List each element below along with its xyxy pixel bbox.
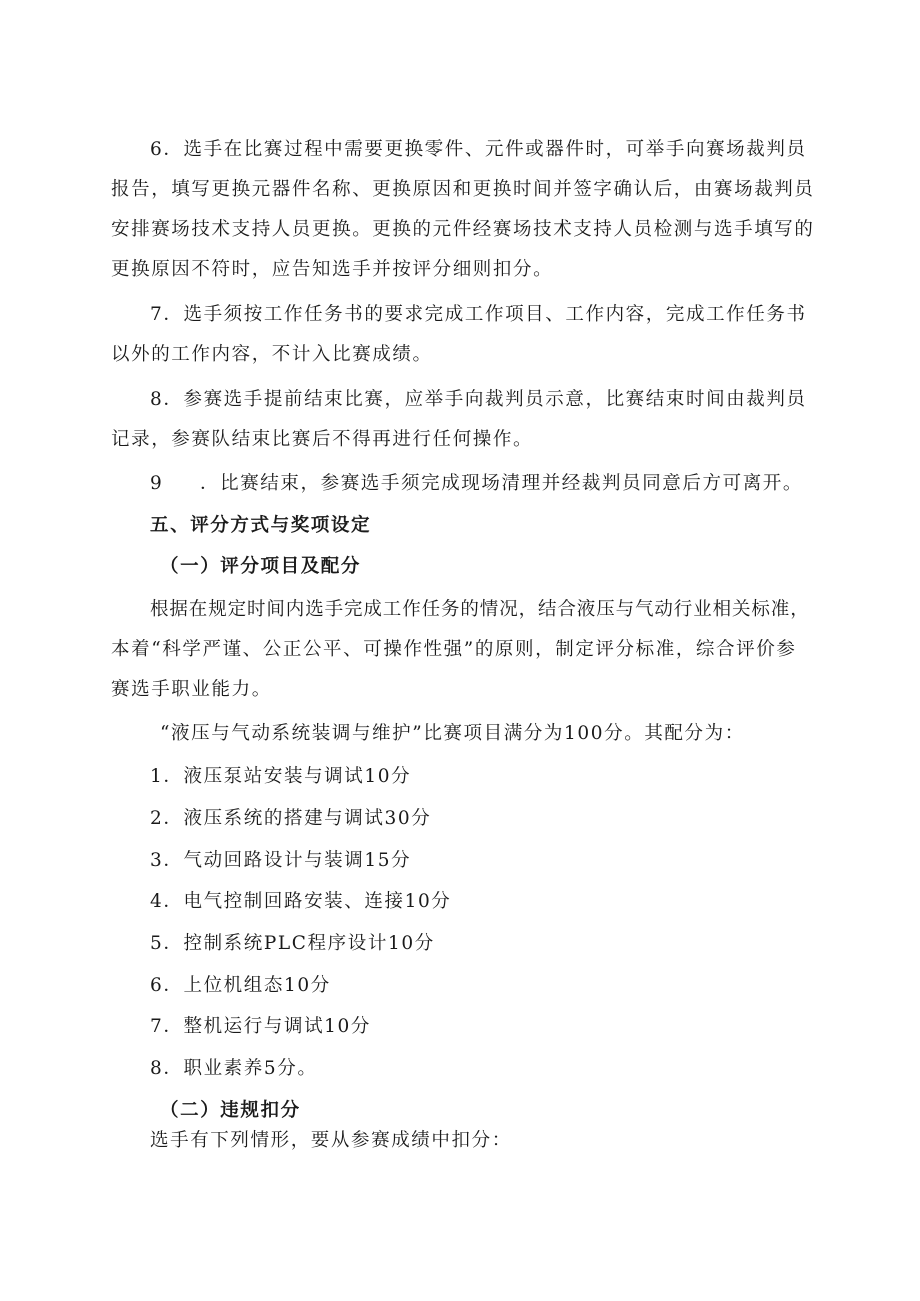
rule-8-line-1: 8．参赛选手提前结束比赛，应举手向裁判员示意，比赛结束时间由裁判员 [150,389,807,410]
score-item-7: 7．整机运行与调试10分 [150,1016,372,1037]
score-item-8: 8．职业素养5分。 [150,1058,318,1079]
deduction-intro: 选手有下列情形，要从参赛成绩中扣分： [150,1130,512,1151]
rule-6-line-1: 6．选手在比赛过程中需要更换零件、元件或器件时，可举手向赛场裁判员 [150,139,807,160]
subsection-1-heading: （一）评分项目及配分 [160,556,362,577]
rule-7-line-1: 7．选手须按工作任务书的要求完成工作项目、工作内容，完成工作任务书 [150,304,807,325]
scoring-paragraph-line-2: 本着“科学严谨、公正公平、可操作性强”的原则，制定评分标准，综合评价参 [111,639,797,660]
rule-6-line-3: 安排赛场技术支持人员更换。更换的元件经赛场技术支持人员检测与选手填写的 [111,219,815,240]
score-item-3: 3．气动回路设计与装调15分 [150,850,412,871]
rule-6-line-2: 报告，填写更换元器件名称、更换原因和更换时间并签字确认后，由赛场裁判员 [111,179,815,200]
rule-7-line-2: 以外的工作内容，不计入比赛成绩。 [111,344,433,365]
rule-9-number: 9 [150,473,164,494]
score-item-5: 5．控制系统PLC程序设计10分 [150,933,435,954]
subsection-2-heading: （二）违规扣分 [160,1100,301,1121]
rule-9-text: ．比赛结束，参赛选手须完成现场清理并经裁判员同意后方可离开。 [200,473,804,494]
section-5-heading: 五、评分方式与奖项设定 [150,515,372,536]
scoring-paragraph-line-1: 根据在规定时间内选手完成工作任务的情况，结合液压与气动行业相关标准， [150,599,810,620]
score-item-4: 4．电气控制回路安装、连接10分 [150,891,452,912]
score-item-2: 2．液压系统的搭建与调试30分 [150,808,432,829]
score-item-1: 1．液压泵站安装与调试10分 [150,766,412,787]
score-item-6: 6．上位机组态10分 [150,975,331,996]
rule-8-line-2: 记录，参赛队结束比赛后不得再进行任何操作。 [111,429,534,450]
rule-6-line-4: 更换原因不符时，应告知选手并按评分细则扣分。 [111,259,554,280]
scoring-paragraph-line-3: 赛选手职业能力。 [111,679,272,700]
total-score-line: “液压与气动系统装调与维护”比赛项目满分为100分。其配分为： [160,723,745,744]
rule-9 [150,470,803,498]
